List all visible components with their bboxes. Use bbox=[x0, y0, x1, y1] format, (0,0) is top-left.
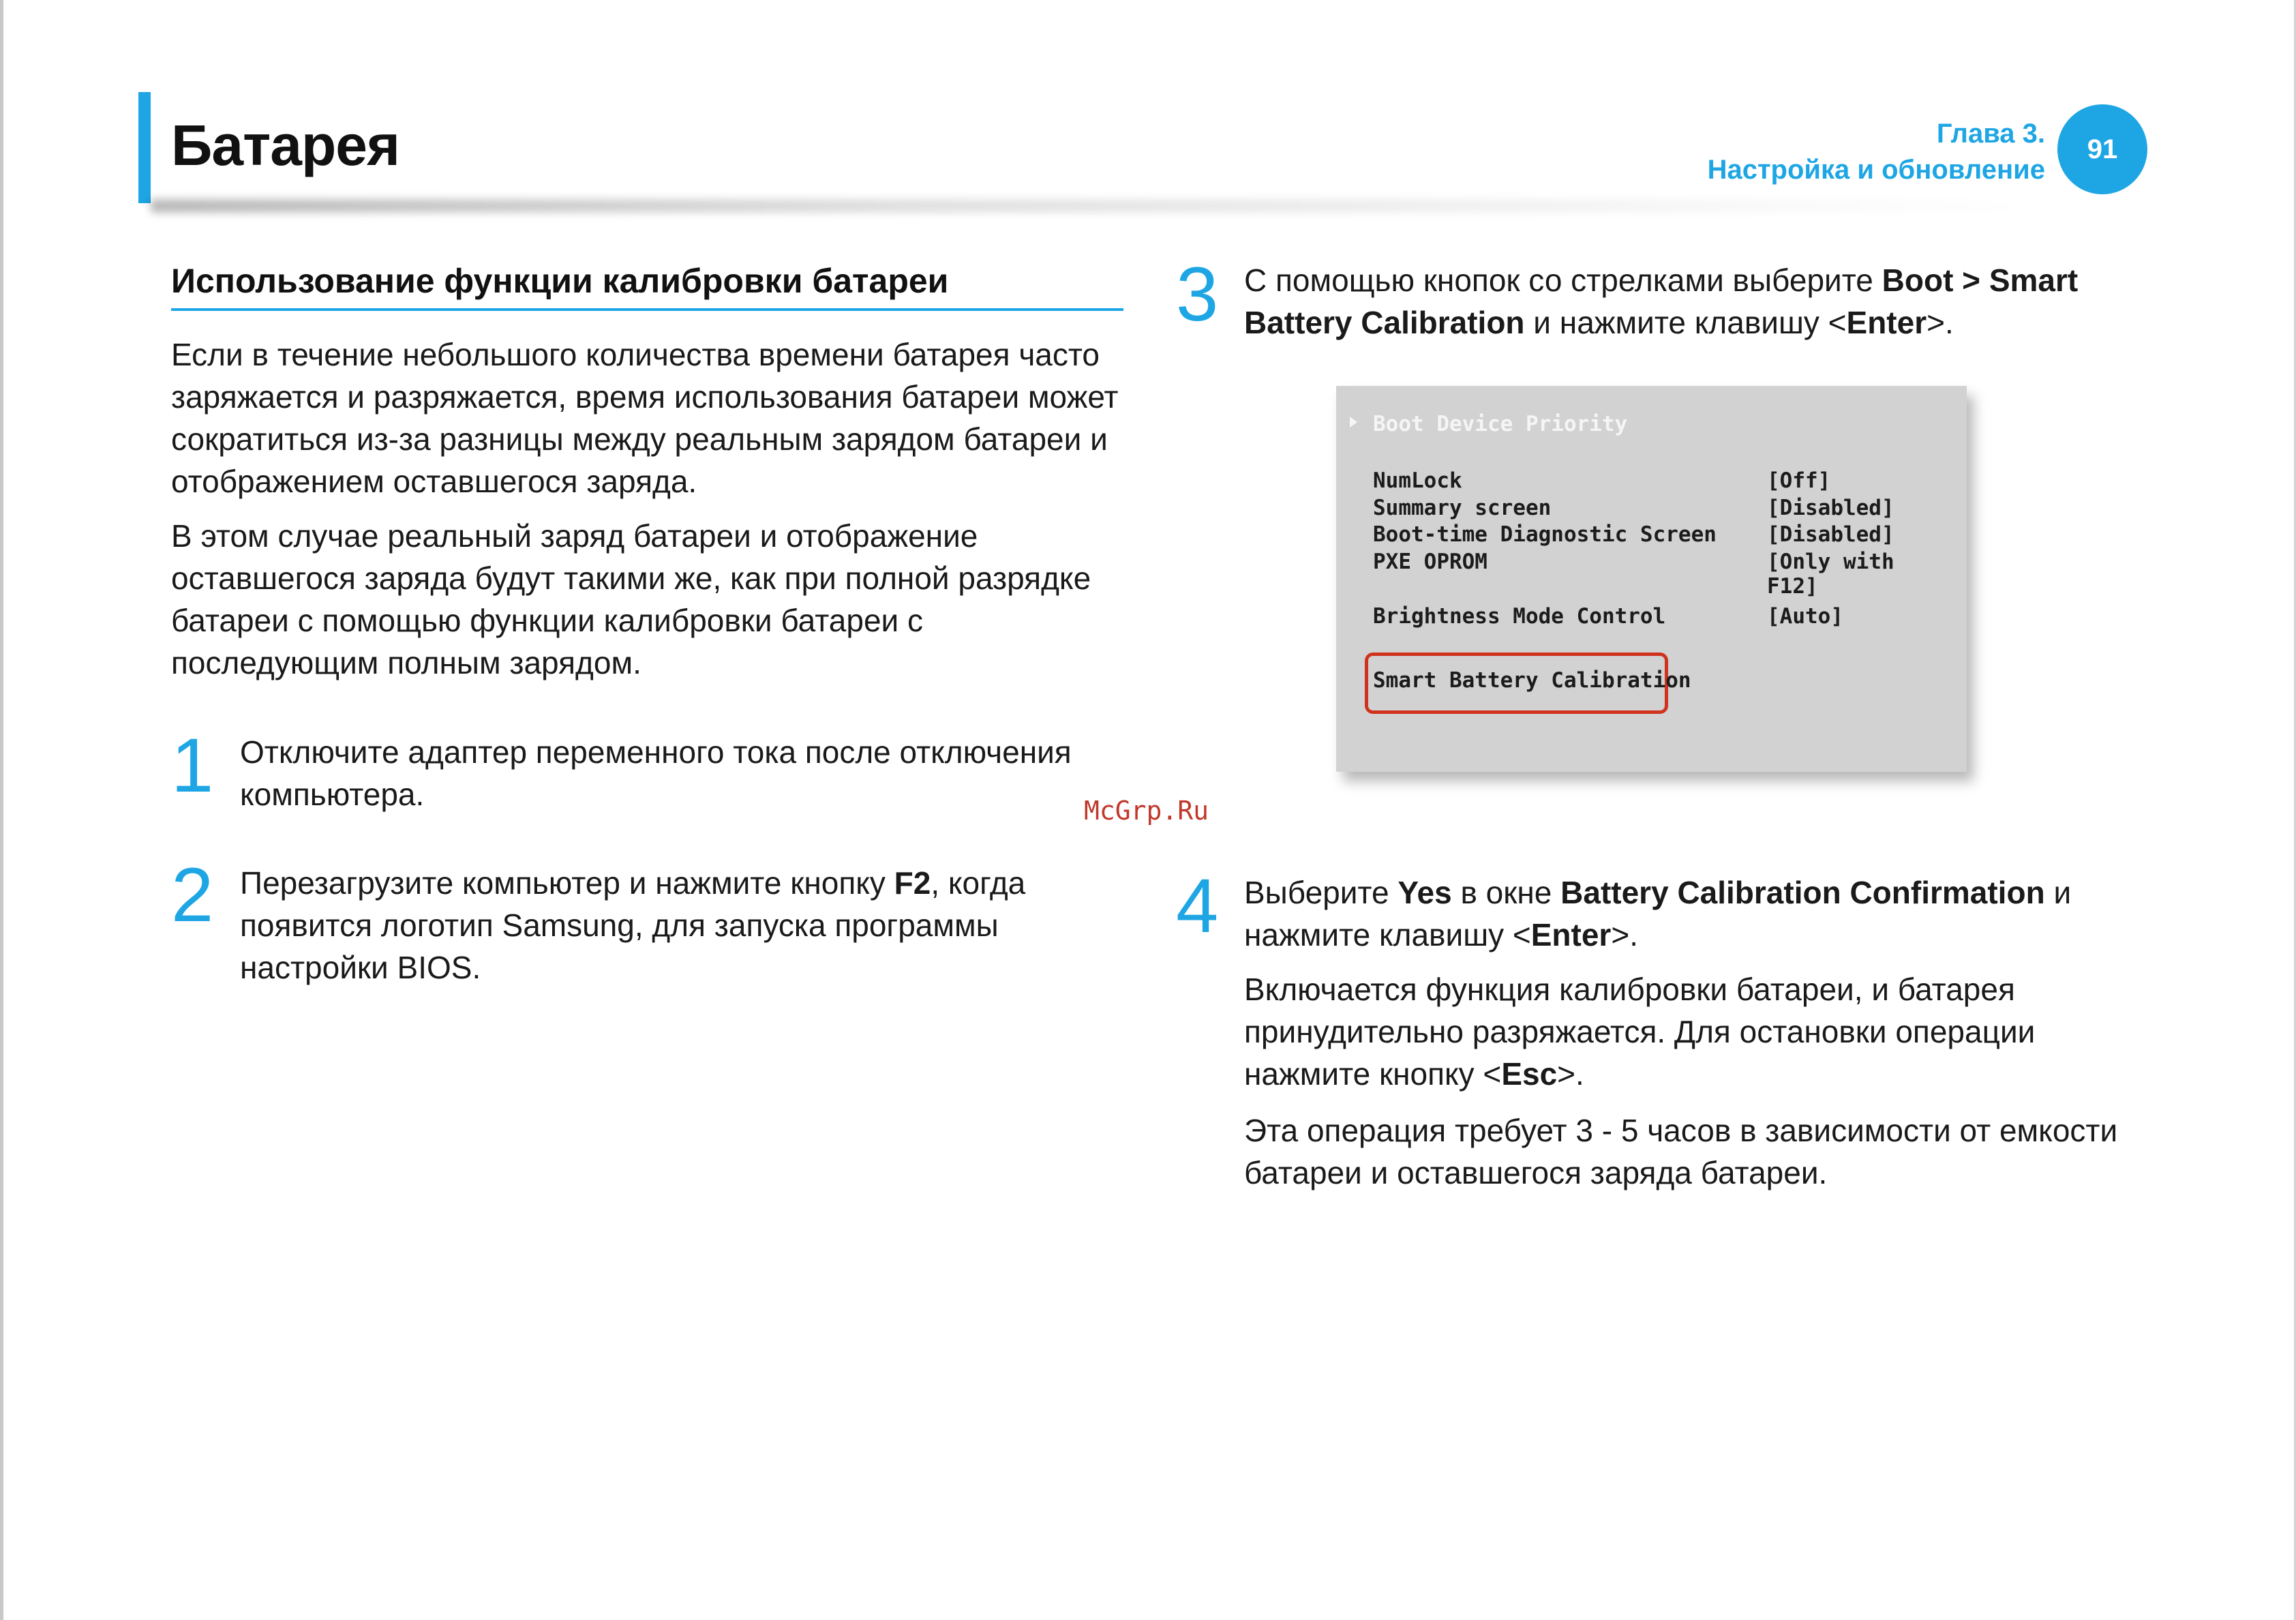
page-title: Батарея bbox=[171, 113, 399, 177]
step-2-text bbox=[240, 862, 1147, 989]
step-2-key: F2 bbox=[894, 865, 931, 901]
bios-row bbox=[1373, 550, 1946, 599]
chapter-label bbox=[1708, 116, 2045, 188]
bios-row-value: [Auto] bbox=[1767, 604, 1843, 629]
bios-row-value: [Disabled] bbox=[1767, 496, 1894, 520]
bios-row-value: [Only with F12] bbox=[1767, 550, 1894, 599]
bios-row bbox=[1373, 604, 1946, 631]
step-4-note-1-key: Esc bbox=[1501, 1056, 1558, 1092]
step-3-text-start: С помощью кнопок со стрелками выберите bbox=[1244, 262, 1882, 298]
header-divider bbox=[151, 199, 2046, 213]
step-3-key: Enter bbox=[1846, 305, 1927, 340]
bios-row-value: [Off] bbox=[1767, 468, 1831, 493]
section-heading: Использование функции калибровки батареи bbox=[171, 262, 949, 300]
bios-row-label: Brightness Mode Control bbox=[1373, 604, 1666, 629]
page-left-edge bbox=[0, 0, 3, 1620]
bios-row bbox=[1373, 496, 1946, 523]
step-1-number: 1 bbox=[171, 723, 214, 808]
bios-arrow-right-icon bbox=[1350, 417, 1357, 427]
step-4-yes: Yes bbox=[1398, 875, 1452, 910]
step-3-text-mid: и нажмите клавишу < bbox=[1524, 305, 1847, 340]
bios-smart-battery-calibration: Smart Battery Calibration bbox=[1373, 668, 1691, 693]
step-4-note-1-end: >. bbox=[1557, 1056, 1584, 1092]
step-3-number: 3 bbox=[1176, 252, 1219, 337]
step-3-menu-path: Boot > Smart Battery Calibration bbox=[1244, 262, 2079, 340]
step-4-text bbox=[1244, 871, 2144, 956]
step-1-text: Отключите адаптер переменного тока после отключения компьютера. bbox=[240, 734, 1072, 812]
step-4-text-end: >. bbox=[1611, 917, 1638, 952]
bios-row-value: [Disabled] bbox=[1767, 522, 1894, 547]
bios-row-label: NumLock bbox=[1373, 468, 1462, 493]
step-4-window-name: Battery Calibration Confirmation bbox=[1560, 875, 2045, 910]
intro-paragraph-2: В этом случае реальный заряд батареи и отображение оставшегося заряда будут такими же, как при полной разрядке батареи с помощью функции калибровки батареи с последующим полным зарядом. bbox=[171, 518, 1091, 680]
watermark: McGrp.Ru bbox=[1084, 796, 1209, 826]
bios-row-label: Summary screen bbox=[1373, 496, 1552, 520]
chapter-number: Глава 3. bbox=[1936, 119, 2045, 149]
step-4-note-1 bbox=[1244, 968, 2144, 1095]
step-2-text-end: , когда появится логотип Samsung, для запуска программы настройки BIOS. bbox=[240, 865, 1026, 985]
bios-row-label: PXE OPROM bbox=[1373, 550, 1487, 574]
step-3-text bbox=[1244, 259, 2144, 344]
step-3-text-end: >. bbox=[1927, 305, 1954, 340]
page-number-badge: 91 bbox=[2057, 104, 2147, 194]
step-2-text-start: Перезагрузите компьютер и нажмите кнопку bbox=[240, 865, 894, 901]
step-4-text-mid: в окне bbox=[1451, 875, 1561, 910]
step-4-note-2: Эта операция требует 3 - 5 часов в зависимости от емкости батареи и оставшегося заряда батареи. bbox=[1244, 1113, 2118, 1190]
section-underline bbox=[171, 308, 1123, 311]
step-4-key: Enter bbox=[1530, 917, 1612, 952]
bios-row bbox=[1373, 468, 1946, 496]
intro-paragraph-1: Если в течение небольшого количества времени батарея часто заряжается и разряжается, время использования батареи может сократиться из-за разницы между реальным зарядом батареи и отображением оставшегося заряда. bbox=[171, 337, 1119, 499]
bios-screenshot bbox=[1336, 386, 1967, 772]
title-accent-bar bbox=[138, 92, 151, 203]
step-4-text-mid2: и нажмите клавишу < bbox=[1244, 875, 2072, 952]
step-2-number: 2 bbox=[171, 852, 214, 937]
step-4-note-1-start: Включается функция калибровки батареи, и батарея принудительно разряжается. Для остановки операции нажмите кнопку < bbox=[1244, 972, 2036, 1092]
chapter-title: Настройка и обновление bbox=[1707, 155, 2045, 185]
bios-submenu-header: Boot Device Priority bbox=[1373, 412, 1628, 436]
bios-row bbox=[1373, 522, 1946, 550]
bios-row-label: Boot-time Diagnostic Screen bbox=[1373, 522, 1717, 547]
step-4-text-start: Выберите bbox=[1244, 875, 1398, 910]
step-4-number: 4 bbox=[1176, 863, 1219, 948]
